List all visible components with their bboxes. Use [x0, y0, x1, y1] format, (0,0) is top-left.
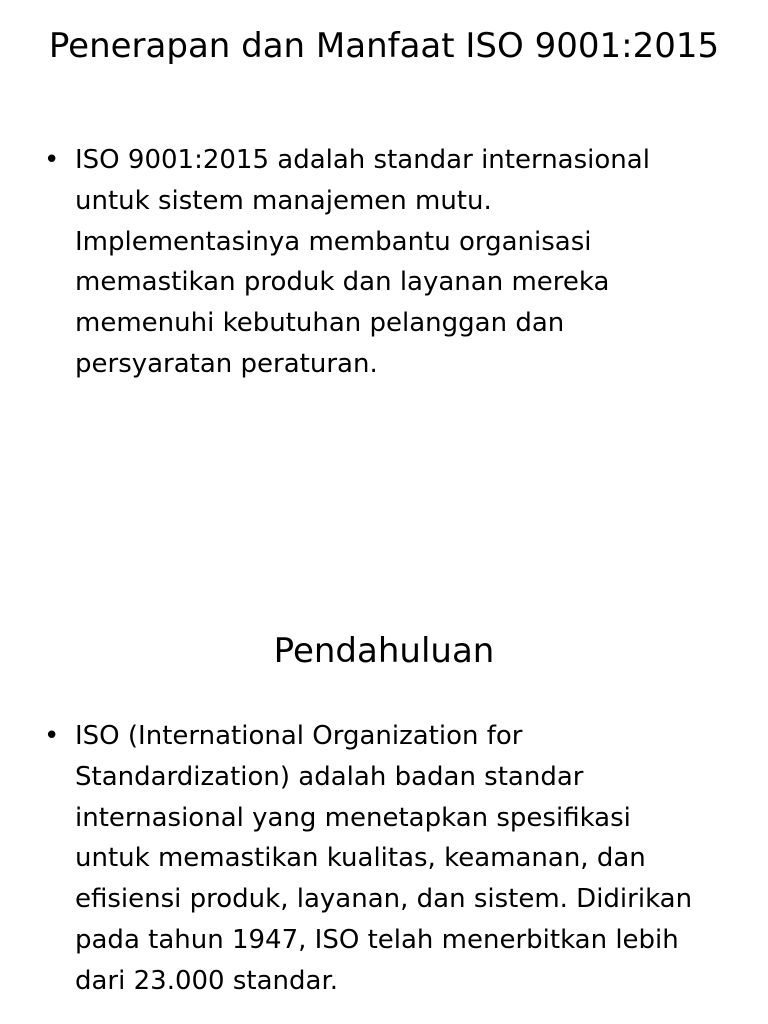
bullet-icon: •	[44, 721, 60, 751]
slide-title: Penerapan dan Manfaat ISO 9001:2015	[48, 26, 720, 66]
bullet-item	[44, 140, 704, 385]
bullet-icon: •	[44, 145, 60, 175]
bullet-list	[44, 716, 704, 1002]
slide-title: Pendahuluan	[273, 631, 495, 671]
bullet-list	[44, 140, 704, 385]
bullet-text: ISO (International Organization for Standardization) adalah badan standar internasional yang menetapkan spesifikasi untuk memastikan kualitas, keamanan, dan efisiensi produk, layanan, dan sistem. Didirikan pada tahun 1947, ISO telah menerbitkan lebih dari 23.000 standar.	[75, 721, 693, 996]
bullet-text: ISO 9001:2015 adalah standar internasional untuk sistem manajemen mutu. Implementasinya membantu organisasi memastikan produk dan layanan mereka memenuhi kebutuhan pelanggan dan persyaratan peraturan.	[75, 145, 650, 379]
bullet-item	[44, 716, 704, 1002]
slide-pendahuluan	[0, 512, 768, 1024]
